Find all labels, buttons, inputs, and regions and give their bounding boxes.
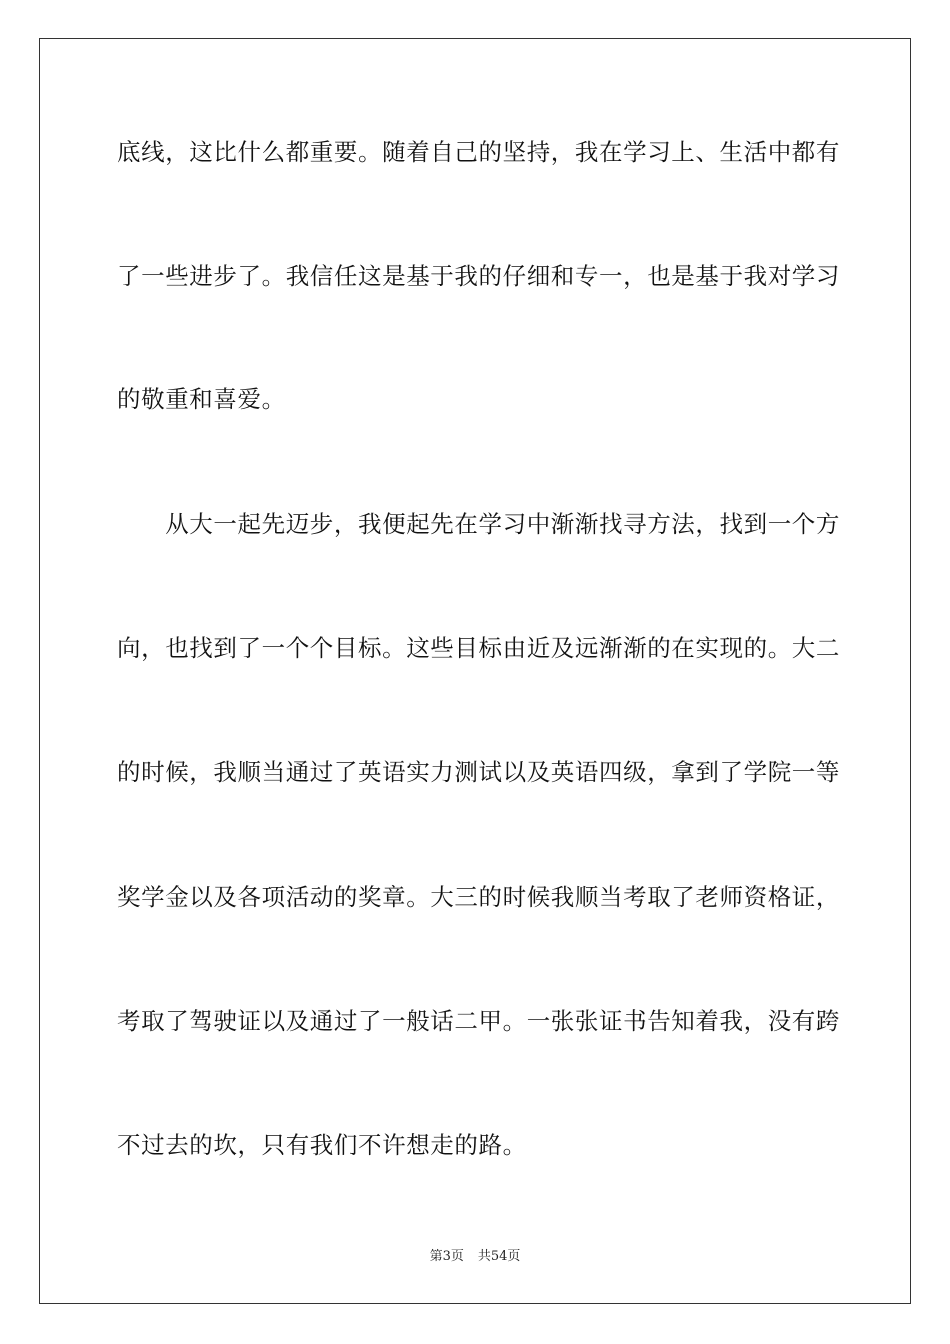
text-line-5: 向，也找到了一个个目标。这些目标由近及远渐渐的在实现的。大二 — [117, 634, 840, 662]
text-line-4: 从大一起先迈步，我便起先在学习中渐渐找寻方法，找到一个方 — [117, 510, 840, 538]
text-line-9: 不过去的坎，只有我们不许想走的路。 — [117, 1131, 527, 1159]
text-line-1: 底线，这比什么都重要。随着自己的坚持，我在学习上、生活中都有 — [117, 138, 840, 166]
text-line-2: 了一些进步了。我信任这是基于我的仔细和专一，也是基于我对学习 — [117, 262, 840, 290]
text-line-6: 的时候，我顺当通过了英语实力测试以及英语四级，拿到了学院一等 — [117, 758, 840, 786]
text-line-8: 考取了驾驶证以及通过了一般话二甲。一张张证书告知着我，没有跨 — [117, 1007, 840, 1035]
page-total: 共54页 — [477, 1249, 521, 1264]
page-border — [39, 38, 911, 1304]
page-number: 第3页 — [429, 1249, 464, 1264]
text-line-3: 的敬重和喜爱。 — [117, 385, 286, 413]
text-line-7: 奖学金以及各项活动的奖章。大三的时候我顺当考取了老师资格证， — [117, 883, 840, 911]
page-footer — [0, 1248, 950, 1266]
